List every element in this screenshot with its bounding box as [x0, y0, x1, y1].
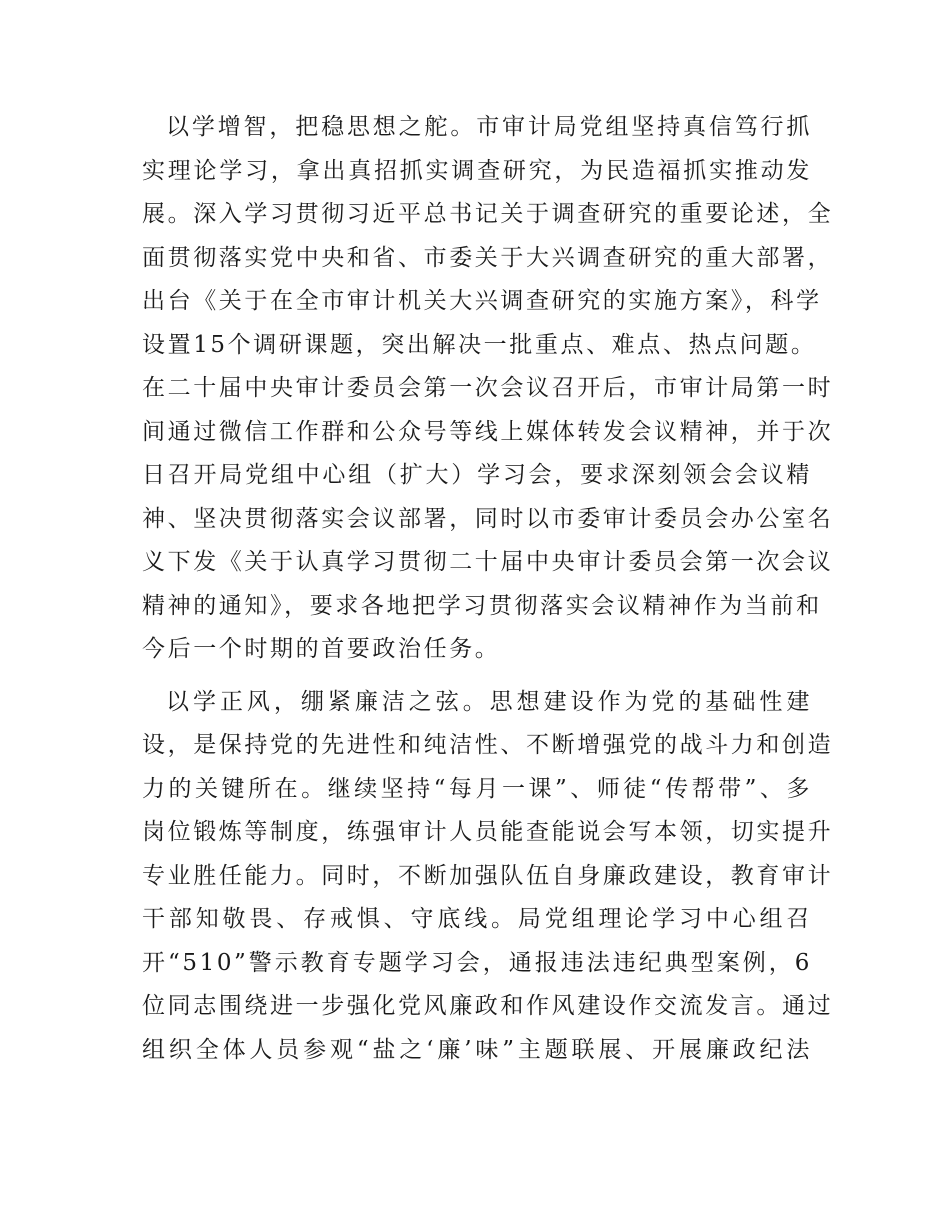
paragraph-line: 以学增智，把稳思想之舵。市审计局党组坚持真信笃行抓 [166, 114, 812, 140]
paragraph-line: 组织全体人员参观“盐之‘廉’味”主题联展、开展廉政纪法 [142, 1036, 812, 1063]
paragraph-line: 实理论学习，拿出真招抓实调查研究，为民造福抓实推动发 [142, 157, 812, 184]
paragraph-gap [142, 672, 812, 681]
paragraph-line: 力的关键所在。继续坚持“每月一课”、师徒“传帮带”、多 [142, 775, 812, 802]
paragraph-line: 位同志围绕进一步强化党风廉政和作风建设作交流发言。通过 [142, 993, 834, 1019]
document-body [142, 106, 834, 1072]
paragraph-line: 精神的通知》，要求各地把学习贯彻落实会议精神作为当前和 [142, 592, 822, 619]
paragraph-line: 以学正风，绷紧廉洁之弦。思想建设作为党的基础性建 [166, 688, 812, 715]
paragraph-line: 展。深入学习贯彻习近平总书记关于调查研究的重要论述，全 [142, 201, 834, 227]
paragraph-line: 今后一个时期的首要政治任务。 [142, 636, 501, 662]
paragraph-line: 义下发《关于认真学习贯彻二十届中央审计委员会第一次会议 [142, 549, 834, 575]
paragraph-2 [142, 681, 834, 1073]
paragraph-line: 面贯彻落实党中央和省、市委关于大兴调查研究的重大部署， [142, 244, 834, 271]
paragraph-line: 日召开局党组中心组（扩大）学习会，要求深刻领会会议精 [142, 462, 812, 488]
paragraph-line: 专业胜任能力。同时，不断加强队伍自身廉政建设，教育审计 [142, 862, 834, 889]
paragraph-line: 设，是保持党的先进性和纯洁性、不断增强党的战斗力和创造 [142, 732, 834, 758]
paragraph-1 [142, 106, 834, 672]
paragraph-line: 间通过微信工作群和公众号等线上媒体转发会议精神，并于次 [142, 418, 834, 445]
paragraph-line: 开“510”警示教育专题学习会，通报违法违纪典型案例，6 [142, 949, 812, 976]
paragraph-line: 设置15个调研课题，突出解决一批重点、难点、热点问题。 [142, 331, 817, 358]
paragraph-line: 在二十届中央审计委员会第一次会议召开后，市审计局第一时 [142, 375, 834, 401]
paragraph-line: 干部知敬畏、存戒惧、守底线。局党组理论学习中心组召 [142, 906, 812, 932]
paragraph-line: 神、坚决贯彻落实会议部署，同时以市委审计委员会办公室名 [142, 505, 834, 532]
paragraph-line: 岗位锻炼等制度，练强审计人员能查能说会写本领，切实提升 [142, 819, 834, 845]
paragraph-line: 出台《关于在全市审计机关大兴调查研究的实施方案》，科学 [142, 288, 822, 314]
